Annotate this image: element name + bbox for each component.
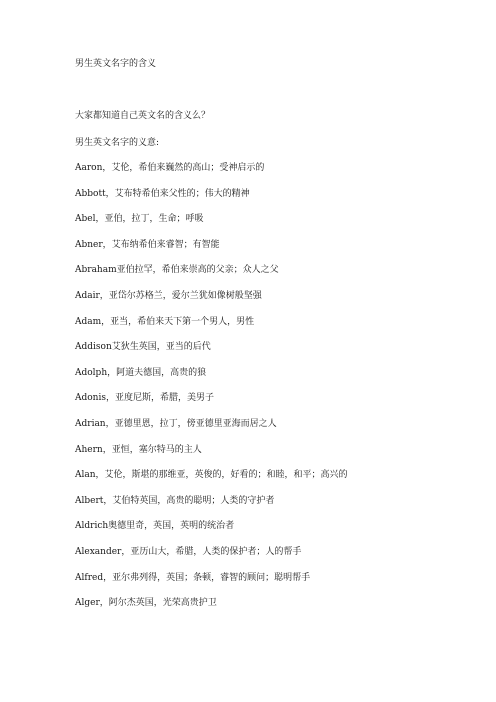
list-item: Adolph，阿道夫德国，高贵的狼 (75, 367, 207, 378)
list-item: Aldrich奥德里奇，英国，英明的统治者 (75, 521, 235, 532)
list-item: Alexander，亚历山大，希腊，人类的保护者；人的帮手 (75, 546, 302, 557)
list-item: Adonis，亚度尼斯，希腊，美男子 (75, 393, 214, 404)
list-item: Addison艾狄生英国，亚当的后代 (75, 342, 211, 353)
list-item: Aaron，艾伦，希伯来巍然的高山；受神启示的 (75, 163, 265, 173)
name-meaning-list (75, 162, 475, 623)
list-item: Abner，艾布纳希伯来睿智；有智能 (75, 239, 220, 250)
list-item: Adair，亚岱尔苏格兰，爱尔兰犹如像树般坚强 (75, 290, 262, 301)
list-item: Alger，阿尔杰英国，光荣高贵护卫 (75, 598, 217, 609)
list-item: Abraham亚伯拉罕，希伯来崇高的父亲；众人之父 (75, 265, 279, 276)
intro-line: 大家都知道自己英文名的含义么？ (75, 111, 211, 121)
document-title: 男生英文名字的含义 (75, 59, 157, 69)
list-item: Alfred，亚尔弗列得，英国；条顿，睿智的顾问；聪明帮手 (75, 572, 311, 583)
list-item: Adam，亚当，希伯来天下第一个男人，男性 (75, 316, 255, 327)
section-heading: 男生英文名字的义意: (75, 138, 160, 148)
list-item: Abbott，艾布特希伯来父性的；伟大的精神 (75, 188, 250, 199)
list-item: Abel，亚伯，拉丁，生命；呼吸 (75, 214, 204, 225)
list-item: Ahern，亚恒，塞尔特马的主人 (75, 444, 202, 455)
list-item: Alan，艾伦，斯堪的那维亚，英俊的，好看的；和睦，和平；高兴的 (75, 470, 348, 481)
list-item: Adrian，亚德里恩，拉丁，傍亚德里亚海而居之人 (75, 418, 277, 429)
list-item: Albert，艾伯特英国，高贵的聪明；人类的守护者 (75, 495, 275, 506)
